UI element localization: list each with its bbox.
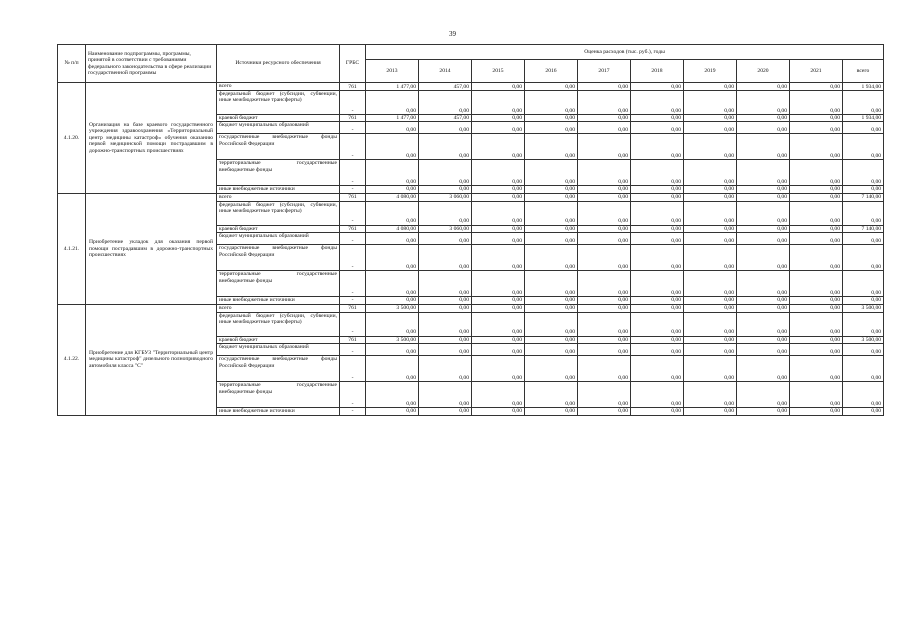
grbs-code: 761 — [340, 336, 366, 343]
amount-cell: 1 934,00 — [843, 115, 884, 122]
amount-cell: 0,00 — [631, 408, 684, 415]
amount-cell: 0,00 — [472, 312, 525, 336]
amount-cell: 0,00 — [525, 297, 578, 304]
amount-cell: 1 477,00 — [366, 83, 419, 91]
amount-cell: 0,00 — [419, 245, 472, 271]
expenditure-table — [57, 44, 884, 416]
funding-source: бюджет муниципальных образований — [217, 344, 340, 356]
funding-source: краевой бюджет — [217, 336, 340, 343]
grbs-code: - — [340, 382, 366, 408]
amount-cell: 0,00 — [684, 160, 737, 186]
amount-cell: 0,00 — [631, 344, 684, 356]
amount-cell: 0,00 — [684, 271, 737, 297]
amount-cell: 0,00 — [525, 115, 578, 122]
amount-cell: 0,00 — [631, 122, 684, 134]
amount-cell: 0,00 — [631, 83, 684, 91]
amount-cell: 0,00 — [790, 91, 843, 115]
amount-cell: 0,00 — [419, 91, 472, 115]
grbs-code: - — [340, 91, 366, 115]
grbs-code: - — [340, 344, 366, 356]
amount-cell: 0,00 — [366, 356, 419, 382]
amount-cell: 0,00 — [366, 344, 419, 356]
amount-cell: 0,00 — [843, 356, 884, 382]
amount-cell: 0,00 — [419, 271, 472, 297]
funding-source: территориальные государственные внебюджетные фонды — [217, 382, 340, 408]
item-name: Приобретение для КГБУЗ "Территориальный центр медицины катастроф" дизельного полноприводного автомобиля класса "С" — [86, 304, 217, 415]
amount-cell: 0,00 — [790, 382, 843, 408]
amount-cell: 0,00 — [419, 160, 472, 186]
amount-cell: 0,00 — [631, 186, 684, 193]
amount-cell: 0,00 — [631, 225, 684, 232]
grbs-code: 761 — [340, 115, 366, 122]
amount-cell: 3 060,00 — [419, 225, 472, 232]
amount-cell: 0,00 — [790, 304, 843, 312]
header-name: Наименование подпрограммы, программы, принятой в соответствии с требованиями федерального законодательства в сфере реализации государственной программы — [86, 45, 217, 83]
amount-cell: 0,00 — [684, 225, 737, 232]
table-row — [58, 193, 884, 201]
item-name: Организация на базе краевого государственного учреждения здравоохранения «Территориальный центр медицины катастроф» обучения оказанию первой медицинской помощи пострадавшим в дорожно-транспортных происшествиях — [86, 83, 217, 194]
amount-cell: 457,00 — [419, 83, 472, 91]
amount-cell: 0,00 — [631, 297, 684, 304]
amount-cell: 0,00 — [631, 201, 684, 225]
amount-cell: 0,00 — [737, 225, 790, 232]
amount-cell: 0,00 — [419, 304, 472, 312]
amount-cell: 0,00 — [525, 382, 578, 408]
grbs-code: - — [340, 134, 366, 160]
amount-cell: 0,00 — [525, 193, 578, 201]
amount-cell: 0,00 — [472, 233, 525, 245]
grbs-code: - — [340, 271, 366, 297]
amount-cell: 0,00 — [419, 336, 472, 343]
amount-cell: 0,00 — [578, 91, 631, 115]
grbs-code: - — [340, 356, 366, 382]
amount-cell: 0,00 — [684, 344, 737, 356]
amount-cell: 0,00 — [790, 336, 843, 343]
amount-cell: 457,00 — [419, 115, 472, 122]
funding-source: территориальные государственные внебюджетные фонды — [217, 271, 340, 297]
amount-cell: 0,00 — [843, 91, 884, 115]
amount-cell: 0,00 — [737, 382, 790, 408]
amount-cell: 0,00 — [472, 304, 525, 312]
header-year: 2015 — [472, 60, 525, 83]
amount-cell: 0,00 — [790, 344, 843, 356]
amount-cell: 0,00 — [631, 134, 684, 160]
item-code: 4.1.21. — [58, 193, 86, 304]
amount-cell: 0,00 — [578, 134, 631, 160]
header-year: 2017 — [578, 60, 631, 83]
amount-cell: 0,00 — [790, 160, 843, 186]
amount-cell: 0,00 — [843, 160, 884, 186]
amount-cell: 0,00 — [366, 134, 419, 160]
amount-cell: 0,00 — [790, 233, 843, 245]
header-year: 2018 — [631, 60, 684, 83]
amount-cell: 0,00 — [737, 186, 790, 193]
grbs-code: - — [340, 297, 366, 304]
amount-cell: 0,00 — [472, 408, 525, 415]
amount-cell: 0,00 — [419, 382, 472, 408]
amount-cell: 0,00 — [578, 83, 631, 91]
amount-cell: 0,00 — [631, 336, 684, 343]
funding-source: всего — [217, 83, 340, 91]
amount-cell: 0,00 — [419, 186, 472, 193]
amount-cell: 0,00 — [684, 356, 737, 382]
header-year: всего — [843, 60, 884, 83]
amount-cell: 0,00 — [525, 83, 578, 91]
amount-cell: 0,00 — [843, 134, 884, 160]
amount-cell: 0,00 — [525, 336, 578, 343]
amount-cell: 3 500,00 — [366, 336, 419, 343]
amount-cell: 0,00 — [578, 115, 631, 122]
amount-cell: 0,00 — [419, 122, 472, 134]
amount-cell: 0,00 — [578, 160, 631, 186]
amount-cell: 0,00 — [366, 160, 419, 186]
header-source: Источники ресурсного обеспечения — [217, 45, 340, 83]
amount-cell: 0,00 — [366, 382, 419, 408]
amount-cell: 0,00 — [525, 245, 578, 271]
amount-cell: 0,00 — [525, 271, 578, 297]
amount-cell: 0,00 — [419, 356, 472, 382]
item-code: 4.1.22. — [58, 304, 86, 415]
amount-cell: 0,00 — [472, 344, 525, 356]
amount-cell: 0,00 — [578, 271, 631, 297]
amount-cell: 0,00 — [631, 115, 684, 122]
amount-cell: 0,00 — [684, 233, 737, 245]
amount-cell: 0,00 — [790, 312, 843, 336]
amount-cell: 0,00 — [525, 201, 578, 225]
amount-cell: 3 500,00 — [843, 304, 884, 312]
amount-cell: 0,00 — [578, 356, 631, 382]
amount-cell: 0,00 — [790, 115, 843, 122]
amount-cell: 0,00 — [737, 91, 790, 115]
amount-cell: 0,00 — [684, 312, 737, 336]
amount-cell: 0,00 — [843, 408, 884, 415]
amount-cell: 0,00 — [419, 134, 472, 160]
amount-cell: 0,00 — [737, 83, 790, 91]
amount-cell: 0,00 — [578, 233, 631, 245]
amount-cell: 1 477,00 — [366, 115, 419, 122]
amount-cell: 1 934,00 — [843, 83, 884, 91]
amount-cell: 0,00 — [843, 201, 884, 225]
amount-cell: 0,00 — [578, 336, 631, 343]
amount-cell: 0,00 — [525, 122, 578, 134]
grbs-code: - — [340, 122, 366, 134]
funding-source: федеральный бюджет (субсидии, субвенции, иные межбюджетные трансферты) — [217, 91, 340, 115]
amount-cell: 0,00 — [366, 186, 419, 193]
funding-source: государственные внебюджетные фонды Российской Федерации — [217, 134, 340, 160]
funding-source: государственные внебюджетные фонды Российской Федерации — [217, 356, 340, 382]
funding-source: государственные внебюджетные фонды Российской Федерации — [217, 245, 340, 271]
grbs-code: - — [340, 201, 366, 225]
amount-cell: 3 500,00 — [366, 304, 419, 312]
amount-cell: 0,00 — [631, 245, 684, 271]
table-row — [58, 83, 884, 91]
amount-cell: 0,00 — [525, 408, 578, 415]
amount-cell: 0,00 — [631, 271, 684, 297]
amount-cell: 0,00 — [684, 186, 737, 193]
amount-cell: 0,00 — [843, 297, 884, 304]
amount-cell: 0,00 — [472, 186, 525, 193]
amount-cell: 0,00 — [525, 160, 578, 186]
amount-cell: 0,00 — [525, 186, 578, 193]
funding-source: иные внебюджетные источники — [217, 297, 340, 304]
grbs-code: - — [340, 245, 366, 271]
table-body — [58, 83, 884, 416]
amount-cell: 0,00 — [737, 134, 790, 160]
amount-cell: 0,00 — [578, 312, 631, 336]
amount-cell: 0,00 — [419, 408, 472, 415]
amount-cell: 0,00 — [737, 122, 790, 134]
amount-cell: 0,00 — [843, 312, 884, 336]
amount-cell: 0,00 — [366, 271, 419, 297]
amount-cell: 0,00 — [525, 344, 578, 356]
amount-cell: 0,00 — [631, 233, 684, 245]
amount-cell: 0,00 — [684, 336, 737, 343]
amount-cell: 0,00 — [684, 201, 737, 225]
amount-cell: 4 080,00 — [366, 225, 419, 232]
amount-cell: 3 500,00 — [843, 336, 884, 343]
amount-cell: 0,00 — [737, 201, 790, 225]
amount-cell: 0,00 — [631, 160, 684, 186]
amount-cell: 0,00 — [366, 245, 419, 271]
page-number: 39 — [449, 30, 456, 38]
amount-cell: 0,00 — [790, 297, 843, 304]
amount-cell: 0,00 — [472, 115, 525, 122]
header-year: 2019 — [684, 60, 737, 83]
amount-cell: 0,00 — [472, 356, 525, 382]
amount-cell: 0,00 — [366, 122, 419, 134]
grbs-code: - — [340, 233, 366, 245]
amount-cell: 0,00 — [684, 83, 737, 91]
amount-cell: 0,00 — [631, 91, 684, 115]
amount-cell: 0,00 — [525, 91, 578, 115]
amount-cell: 0,00 — [684, 115, 737, 122]
funding-source: краевой бюджет — [217, 225, 340, 232]
header-estimate: Оценка расходов (тыс. руб.), годы — [366, 45, 884, 60]
amount-cell: 0,00 — [790, 193, 843, 201]
amount-cell: 0,00 — [631, 382, 684, 408]
amount-cell: 0,00 — [578, 225, 631, 232]
funding-source: бюджет муниципальных образований — [217, 233, 340, 245]
amount-cell: 0,00 — [419, 312, 472, 336]
amount-cell: 0,00 — [472, 271, 525, 297]
amount-cell: 0,00 — [578, 201, 631, 225]
funding-source: иные внебюджетные источники — [217, 408, 340, 415]
grbs-code: - — [340, 160, 366, 186]
amount-cell: 0,00 — [525, 225, 578, 232]
funding-source: территориальные государственные внебюджетные фонды — [217, 160, 340, 186]
amount-cell: 0,00 — [684, 134, 737, 160]
amount-cell: 0,00 — [790, 225, 843, 232]
amount-cell: 0,00 — [737, 193, 790, 201]
amount-cell: 0,00 — [366, 233, 419, 245]
amount-cell: 0,00 — [525, 312, 578, 336]
grbs-code: 761 — [340, 304, 366, 312]
amount-cell: 0,00 — [472, 160, 525, 186]
amount-cell: 0,00 — [578, 297, 631, 304]
amount-cell: 0,00 — [472, 201, 525, 225]
amount-cell: 0,00 — [843, 186, 884, 193]
amount-cell: 0,00 — [578, 122, 631, 134]
amount-cell: 0,00 — [790, 134, 843, 160]
amount-cell: 0,00 — [684, 408, 737, 415]
amount-cell: 0,00 — [472, 91, 525, 115]
amount-cell: 0,00 — [737, 233, 790, 245]
amount-cell: 0,00 — [843, 122, 884, 134]
amount-cell: 0,00 — [578, 408, 631, 415]
amount-cell: 0,00 — [472, 336, 525, 343]
amount-cell: 0,00 — [366, 91, 419, 115]
amount-cell: 0,00 — [472, 225, 525, 232]
amount-cell: 0,00 — [843, 382, 884, 408]
amount-cell: 0,00 — [790, 201, 843, 225]
amount-cell: 0,00 — [472, 122, 525, 134]
amount-cell: 0,00 — [737, 336, 790, 343]
amount-cell: 0,00 — [525, 233, 578, 245]
amount-cell: 0,00 — [843, 271, 884, 297]
header-num: № п/п — [58, 45, 86, 83]
amount-cell: 0,00 — [737, 408, 790, 415]
amount-cell: 0,00 — [631, 304, 684, 312]
item-name: Приобретение укладок для оказания первой помощи пострадавшим в дорожно-транспортных происшествиях — [86, 193, 217, 304]
amount-cell: 0,00 — [472, 83, 525, 91]
header-row-1 — [58, 45, 884, 60]
amount-cell: 0,00 — [366, 312, 419, 336]
amount-cell: 0,00 — [472, 382, 525, 408]
amount-cell: 0,00 — [684, 304, 737, 312]
amount-cell: 0,00 — [790, 271, 843, 297]
amount-cell: 0,00 — [790, 186, 843, 193]
amount-cell: 0,00 — [790, 356, 843, 382]
amount-cell: 0,00 — [419, 297, 472, 304]
amount-cell: 0,00 — [631, 356, 684, 382]
amount-cell: 0,00 — [472, 297, 525, 304]
amount-cell: 0,00 — [684, 382, 737, 408]
amount-cell: 0,00 — [737, 312, 790, 336]
amount-cell: 0,00 — [843, 344, 884, 356]
amount-cell: 0,00 — [525, 134, 578, 160]
amount-cell: 0,00 — [419, 344, 472, 356]
funding-source: федеральный бюджет (субсидии, субвенции, иные межбюджетные трансферты) — [217, 201, 340, 225]
amount-cell: 0,00 — [737, 304, 790, 312]
amount-cell: 0,00 — [366, 408, 419, 415]
amount-cell: 0,00 — [843, 233, 884, 245]
funding-source: всего — [217, 193, 340, 201]
amount-cell: 0,00 — [737, 115, 790, 122]
amount-cell: 0,00 — [684, 91, 737, 115]
grbs-code: 761 — [340, 225, 366, 232]
amount-cell: 0,00 — [790, 83, 843, 91]
amount-cell: 0,00 — [631, 193, 684, 201]
table-row — [58, 304, 884, 312]
header-year: 2013 — [366, 60, 419, 83]
amount-cell: 0,00 — [737, 344, 790, 356]
amount-cell: 0,00 — [578, 344, 631, 356]
grbs-code: - — [340, 312, 366, 336]
amount-cell: 0,00 — [578, 193, 631, 201]
amount-cell: 0,00 — [737, 160, 790, 186]
funding-source: бюджет муниципальных образований — [217, 122, 340, 134]
amount-cell: 0,00 — [578, 186, 631, 193]
amount-cell: 0,00 — [684, 297, 737, 304]
amount-cell: 4 080,00 — [366, 193, 419, 201]
amount-cell: 0,00 — [578, 382, 631, 408]
amount-cell: 0,00 — [684, 245, 737, 271]
amount-cell: 0,00 — [631, 312, 684, 336]
amount-cell: 0,00 — [472, 193, 525, 201]
funding-source: иные внебюджетные источники — [217, 186, 340, 193]
amount-cell: 0,00 — [578, 245, 631, 271]
amount-cell: 0,00 — [737, 245, 790, 271]
amount-cell: 0,00 — [684, 193, 737, 201]
amount-cell: 0,00 — [525, 356, 578, 382]
header-year: 2021 — [790, 60, 843, 83]
item-code: 4.1.20. — [58, 83, 86, 194]
amount-cell: 0,00 — [525, 304, 578, 312]
header-year: 2014 — [419, 60, 472, 83]
amount-cell: 0,00 — [843, 245, 884, 271]
amount-cell: 0,00 — [419, 201, 472, 225]
amount-cell: 0,00 — [790, 408, 843, 415]
amount-cell: 0,00 — [737, 356, 790, 382]
header-grbs: ГРБС — [340, 45, 366, 83]
grbs-code: 761 — [340, 193, 366, 201]
amount-cell: 0,00 — [578, 304, 631, 312]
amount-cell: 3 060,00 — [419, 193, 472, 201]
funding-source: всего — [217, 304, 340, 312]
grbs-code: - — [340, 408, 366, 415]
amount-cell: 0,00 — [472, 134, 525, 160]
amount-cell: 0,00 — [790, 245, 843, 271]
amount-cell: 0,00 — [472, 245, 525, 271]
funding-source: федеральный бюджет (субсидии, субвенции, иные межбюджетные трансферты) — [217, 312, 340, 336]
amount-cell: 7 140,00 — [843, 225, 884, 232]
amount-cell: 0,00 — [684, 122, 737, 134]
amount-cell: 0,00 — [790, 122, 843, 134]
funding-source: краевой бюджет — [217, 115, 340, 122]
grbs-code: - — [340, 186, 366, 193]
amount-cell: 0,00 — [737, 271, 790, 297]
amount-cell: 7 140,00 — [843, 193, 884, 201]
amount-cell: 0,00 — [419, 233, 472, 245]
amount-cell: 0,00 — [366, 297, 419, 304]
header-year: 2020 — [737, 60, 790, 83]
header-year: 2016 — [525, 60, 578, 83]
amount-cell: 0,00 — [366, 201, 419, 225]
grbs-code: 761 — [340, 83, 366, 91]
amount-cell: 0,00 — [737, 297, 790, 304]
